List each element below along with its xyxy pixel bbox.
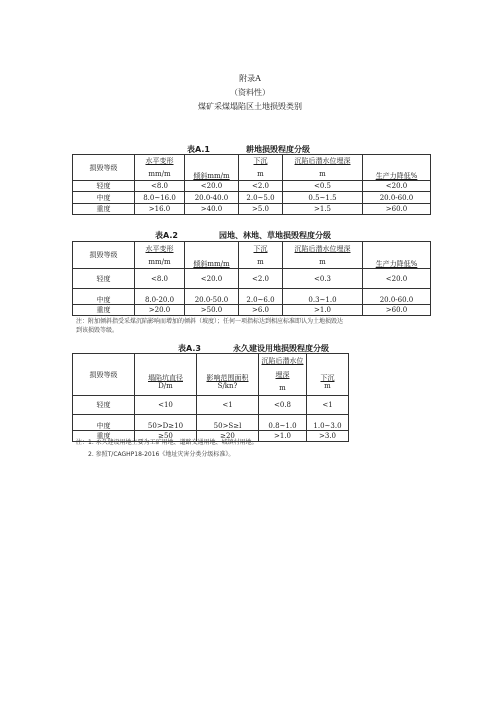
cell-water: <0.5 bbox=[283, 181, 363, 192]
table-a3-title: 永久建设用地损毁程度分级 bbox=[233, 344, 329, 353]
cell-prod: >60.0 bbox=[363, 204, 431, 215]
cell-sub: >6.0 bbox=[239, 305, 283, 316]
header-subsidence: 下沉 bbox=[307, 354, 349, 382]
table-row bbox=[73, 181, 431, 192]
cell-hdef: >16.0 bbox=[135, 204, 185, 215]
header-subsidence: 下沉 bbox=[239, 242, 283, 256]
cell-area: 50>S≥l bbox=[197, 415, 259, 431]
cell-grade: 轻度 bbox=[73, 269, 135, 289]
cell-prod: >60.0 bbox=[363, 305, 431, 316]
header-horizontal-deformation: 水平变形 bbox=[135, 155, 185, 168]
table-a2-note-line1: 注：附加倾斜指受采煤沉陷影响而增加的倾斜（坡度）；任何一项指标达到相应标准即认为土地损毁达 bbox=[76, 318, 344, 325]
header-subsidence-unit: m bbox=[239, 256, 283, 269]
cell-pit: ≥50 bbox=[135, 431, 197, 442]
cell-water: >1.0 bbox=[259, 431, 307, 442]
table-row bbox=[73, 192, 431, 204]
table-row bbox=[73, 396, 349, 415]
cell-water: >1.5 bbox=[283, 204, 363, 215]
header-water-depth: 沉陷后潜水位埋深 bbox=[283, 155, 363, 168]
header-water-depth-unit: m bbox=[283, 168, 363, 181]
cell-sub: 2.0~6.0 bbox=[239, 289, 283, 305]
cell-hdef: >20.0 bbox=[135, 305, 185, 316]
cell-hdef: <8.0 bbox=[135, 269, 185, 289]
cell-hdef: 8.0-20.0 bbox=[135, 289, 185, 305]
cell-water: <0.3 bbox=[283, 269, 363, 289]
header-water-depth-unit: m bbox=[259, 382, 307, 396]
cell-tilt: >40.0 bbox=[185, 204, 239, 215]
table-a3-note-line1: 注：1. 永久建设用地主要为工矿用地、道路交通用地、城镇村用地。 bbox=[76, 439, 258, 446]
cell-sub: 2.0~5.0 bbox=[239, 192, 283, 204]
cell-tilt: <20.0 bbox=[185, 269, 239, 289]
table-a1 bbox=[72, 154, 431, 215]
cell-tilt: 20.0-40.0 bbox=[185, 192, 239, 204]
cell-water: 0.3~1.0 bbox=[283, 289, 363, 305]
cell-prod: <20.0 bbox=[363, 269, 431, 289]
cell-prod: 20.0-60.0 bbox=[363, 192, 431, 204]
table-a2-note bbox=[76, 317, 426, 335]
cell-sub: >5.0 bbox=[239, 204, 283, 215]
cell-prod: 20.0-60.0 bbox=[363, 289, 431, 305]
cell-grade: 中度 bbox=[73, 289, 135, 305]
cell-area: <1 bbox=[197, 396, 259, 415]
cell-sub: <2.0 bbox=[239, 181, 283, 192]
table-a1-title: 耕地损毁程度分级 bbox=[246, 145, 310, 154]
header-water-depth: 沉陷后潜水位埋深 bbox=[283, 242, 363, 256]
table-a2-number: 表A.2 bbox=[155, 231, 178, 240]
cell-grade: 轻度 bbox=[73, 396, 135, 415]
header-horizontal-deformation-unit: mm/m bbox=[135, 256, 185, 269]
cell-hdef: <8.0 bbox=[135, 181, 185, 192]
table-row bbox=[73, 415, 349, 431]
table-row bbox=[73, 269, 431, 289]
cell-grade: 轻度 bbox=[73, 181, 135, 192]
cell-grade: 重度 bbox=[73, 431, 135, 442]
header-subsidence-unit: m bbox=[239, 168, 283, 181]
header-area: 影响范围面积 bbox=[197, 354, 259, 382]
cell-sub: <2.0 bbox=[239, 269, 283, 289]
header-grade: 损毁等级 bbox=[73, 155, 135, 181]
table-a2-title: 园地、林地、草地损毁程度分级 bbox=[219, 231, 331, 240]
appendix-nature: （资料性） bbox=[230, 88, 270, 97]
cell-water: >1.0 bbox=[283, 305, 363, 316]
header-water-depth-line1: 沉陷后潜水位 bbox=[259, 354, 307, 368]
cell-tilt: 20.0-50.0 bbox=[185, 289, 239, 305]
header-horizontal-deformation-unit: mm/m bbox=[135, 168, 185, 181]
cell-water: 0.5~1.5 bbox=[283, 192, 363, 204]
cell-pit: 50>D≥10 bbox=[135, 415, 197, 431]
header-tilt: 倾斜mm/m bbox=[185, 242, 239, 269]
table-a3-number: 表A.3 bbox=[178, 344, 201, 353]
header-pit-unit: D/m bbox=[135, 382, 197, 396]
table-row bbox=[73, 289, 431, 305]
header-grade: 损毁等级 bbox=[73, 354, 135, 396]
cell-area: ≥20 bbox=[197, 431, 259, 442]
cell-grade: 中度 bbox=[73, 415, 135, 431]
header-productivity: 生产力降低% bbox=[363, 155, 431, 181]
header-horizontal-deformation: 水平变形 bbox=[135, 242, 185, 256]
cell-prod: <20.0 bbox=[363, 181, 431, 192]
header-water-depth-line2: 埋深 bbox=[259, 368, 307, 382]
cell-grade: 重度 bbox=[73, 204, 135, 215]
header-productivity: 生产力降低% bbox=[363, 242, 431, 269]
cell-tilt: <20.0 bbox=[185, 181, 239, 192]
cell-sub: <1 bbox=[307, 396, 349, 415]
cell-hdef: 8.0~16.0 bbox=[135, 192, 185, 204]
header-area-unit: S/kn? bbox=[197, 382, 259, 396]
table-row bbox=[73, 305, 431, 316]
appendix-label: 附录A bbox=[239, 74, 261, 83]
header-subsidence: 下沉 bbox=[239, 155, 283, 168]
table-a1-number: 表A.1 bbox=[187, 145, 210, 154]
table-a3-note-line2: 2. 参照T/CAGHP18-2016《地址灾害分类分级标准》。 bbox=[88, 451, 235, 458]
cell-grade: 中度 bbox=[73, 192, 135, 204]
table-row bbox=[73, 204, 431, 215]
cell-pit: <10 bbox=[135, 396, 197, 415]
cell-sub: 1.0~3.0 bbox=[307, 415, 349, 431]
cell-water: 0.8~1.0 bbox=[259, 415, 307, 431]
header-pit-diameter: 塌陷坑直径 bbox=[135, 354, 197, 382]
cell-tilt: >50.0 bbox=[185, 305, 239, 316]
table-a3 bbox=[72, 353, 349, 442]
header-subsidence-unit: m bbox=[307, 382, 349, 396]
cell-sub: >3.0 bbox=[307, 431, 349, 442]
table-a2-note-line2: 到该损毁等级。 bbox=[76, 327, 119, 334]
table-a3-note bbox=[76, 438, 426, 459]
header-tilt: 倾斜mm/m bbox=[185, 155, 239, 181]
appendix-title: 煤矿采煤塌陷区土地损毁类别 bbox=[198, 102, 302, 111]
table-a2 bbox=[72, 241, 431, 316]
cell-water: <0.8 bbox=[259, 396, 307, 415]
header-water-depth-unit: m bbox=[283, 256, 363, 269]
header-grade: 损毁等级 bbox=[73, 242, 135, 269]
cell-grade: 重度 bbox=[73, 305, 135, 316]
